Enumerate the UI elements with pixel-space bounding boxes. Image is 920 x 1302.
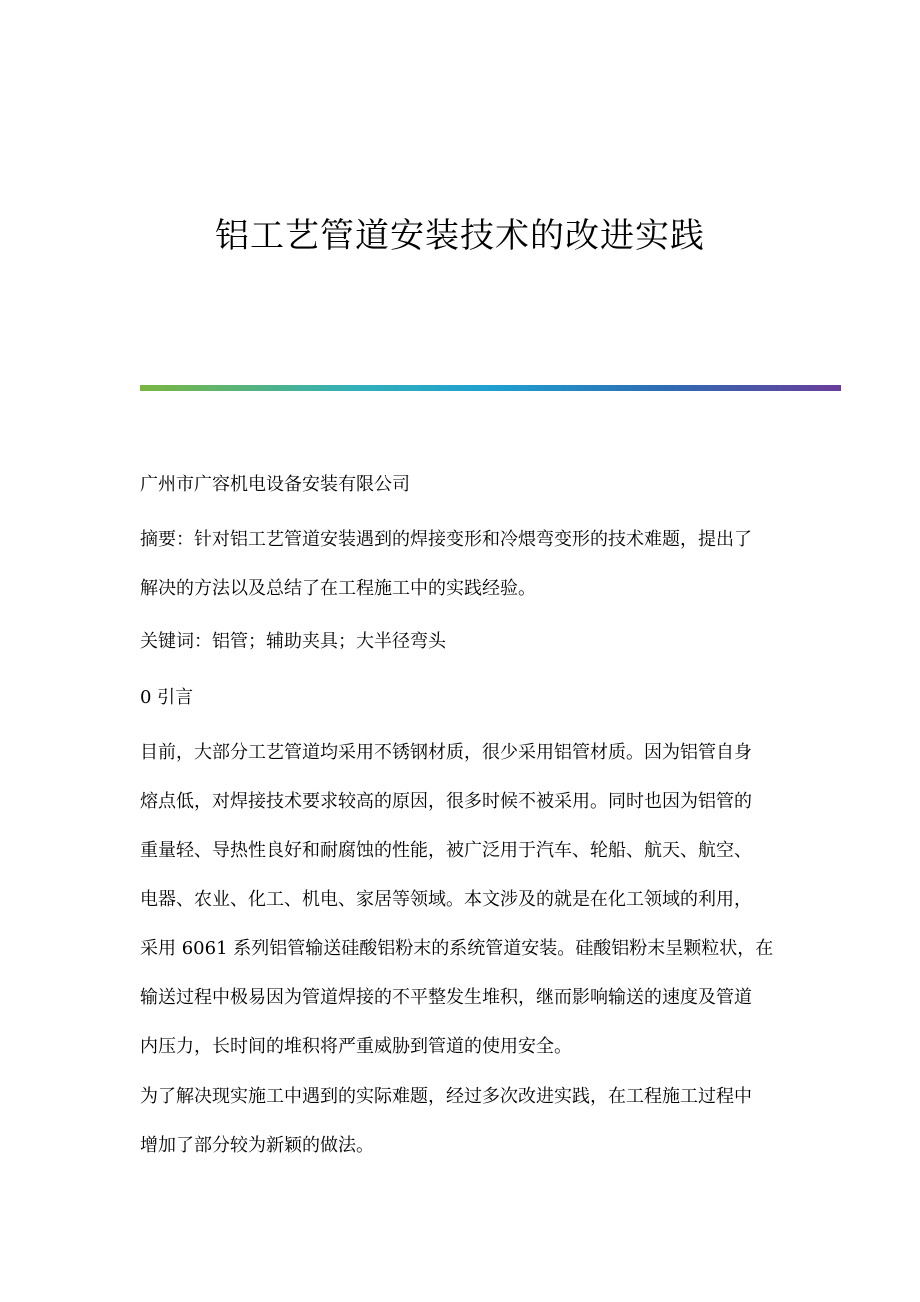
abstract-line: 解决的方法以及总结了在工程施工中的实践经验。 [140, 578, 536, 599]
paragraph-1 [140, 728, 780, 1071]
document-title: 铝工艺管道安装技术的改进实践 [215, 216, 705, 256]
section-heading-intro: 0 引言 [140, 687, 194, 708]
paragraph-line: 增加了部分较为新颖的做法。 [140, 1135, 374, 1156]
paragraph-line: 电器、农业、化工、机电、家居等领域。本文涉及的就是在化工领域的利用， [140, 889, 752, 910]
paragraph-line: 采用 6061 系列铝管输送硅酸铝粉末的系统管道安装。硅酸铝粉末呈颗粒状，在 [140, 938, 774, 959]
paragraph-2 [140, 1072, 780, 1170]
abstract-line: 摘要：针对铝工艺管道安装遇到的焊接变形和冷煨弯变形的技术难题，提出了 [140, 529, 752, 550]
abstract [140, 515, 780, 613]
paragraph-line: 输送过程中极易因为管道焊接的不平整发生堆积，继而影响输送的速度及管道 [140, 987, 752, 1008]
paragraph-line: 目前，大部分工艺管道均采用不锈钢材质，很少采用铝管材质。因为铝管自身 [140, 742, 752, 763]
company-name: 广州市广容机电设备安装有限公司 [140, 474, 410, 495]
paragraph-line: 重量轻、导热性良好和耐腐蚀的性能，被广泛用于汽车、轮船、航天、航空、 [140, 840, 752, 861]
paragraph-line: 熔点低，对焊接技术要求较高的原因，很多时候不被采用。同时也因为铝管的 [140, 791, 752, 812]
gradient-divider [140, 385, 841, 391]
paragraph-line: 为了解决现实施工中遇到的实际难题，经过多次改进实践，在工程施工过程中 [140, 1086, 752, 1107]
keywords: 关键词：铝管；辅助夹具；大半径弯头 [140, 631, 446, 652]
paragraph-line: 内压力，长时间的堆积将严重威胁到管道的使用安全。 [140, 1036, 572, 1057]
